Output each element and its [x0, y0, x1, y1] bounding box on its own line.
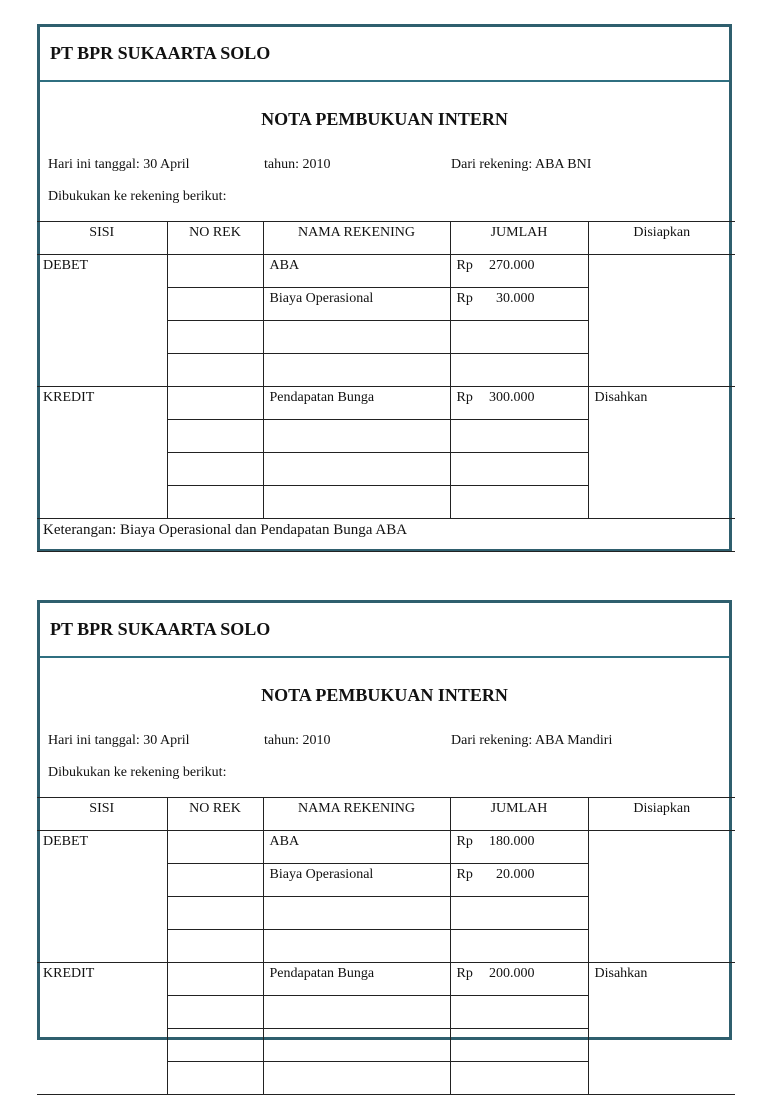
account-name-cell: Pendapatan Bunga [263, 387, 450, 420]
prepared-signature-cell [588, 255, 735, 387]
column-header: NAMA REKENING [263, 222, 450, 255]
account-number-cell [167, 1062, 263, 1095]
document-title: NOTA PEMBUKUAN INTERN [261, 109, 508, 129]
source-account: Dari rekening: ABA BNI [451, 157, 592, 172]
currency-label: Rp [456, 390, 473, 405]
header-row [37, 222, 735, 255]
currency-label: Rp [456, 258, 473, 273]
amount-cell [450, 420, 588, 453]
account-number-cell [167, 864, 263, 897]
account-number-cell [167, 321, 263, 354]
amount-value: 20.000 [496, 867, 535, 882]
amount-cell [450, 1062, 588, 1095]
account-name-cell [263, 897, 450, 930]
note-row [37, 519, 735, 552]
column-header: NAMA REKENING [263, 798, 450, 831]
column-header: JUMLAH [450, 222, 588, 255]
amount-value: 30.000 [496, 291, 535, 306]
date-text: Hari ini tanggal: 30 April [48, 157, 190, 172]
account-number-cell [167, 387, 263, 420]
account-number-cell [167, 420, 263, 453]
account-number-cell [167, 930, 263, 963]
account-name-cell: ABA [263, 831, 450, 864]
note-text: Keterangan: Biaya Operasional dan Pendapatan Bunga ABA [37, 519, 735, 552]
year-text: tahun: 2010 [264, 733, 331, 748]
account-name-cell [263, 1062, 450, 1095]
amount-cell [450, 930, 588, 963]
company-name: PT BPR SUKAARTA SOLO [40, 603, 729, 658]
account-name-cell: ABA [263, 255, 450, 288]
column-header: NO REK [167, 798, 263, 831]
table-row [37, 387, 735, 420]
ledger-table [37, 221, 735, 552]
amount-cell [450, 288, 588, 321]
approved-label: Disahkan [588, 387, 735, 519]
source-account: Dari rekening: ABA Mandiri [451, 733, 613, 748]
table-row [37, 963, 735, 996]
account-name-cell [263, 354, 450, 387]
header-row [37, 798, 735, 831]
table-row [37, 255, 735, 288]
amount-value: 180.000 [489, 834, 535, 849]
account-number-cell [167, 453, 263, 486]
amount-cell [450, 453, 588, 486]
account-number-cell [167, 963, 263, 996]
column-header: Disiapkan [588, 222, 735, 255]
account-number-cell [167, 354, 263, 387]
account-number-cell [167, 255, 263, 288]
account-number-cell [167, 486, 263, 519]
account-name-cell [263, 930, 450, 963]
currency-label: Rp [456, 834, 473, 849]
journal-voucher-form [37, 24, 732, 552]
account-number-cell [167, 1029, 263, 1062]
column-header: JUMLAH [450, 798, 588, 831]
account-name-cell: Pendapatan Bunga [263, 963, 450, 996]
account-name-cell [263, 420, 450, 453]
account-name-cell [263, 453, 450, 486]
amount-cell [450, 831, 588, 864]
amount-cell [450, 255, 588, 288]
column-header: SISI [37, 798, 167, 831]
company-name: PT BPR SUKAARTA SOLO [40, 27, 729, 82]
account-name-cell [263, 321, 450, 354]
amount-cell [450, 486, 588, 519]
prepared-signature-cell [588, 831, 735, 963]
account-number-cell [167, 288, 263, 321]
date-text: Hari ini tanggal: 30 April [48, 733, 190, 748]
account-number-cell [167, 897, 263, 930]
amount-value: 200.000 [489, 966, 535, 981]
side-debet: DEBET [37, 255, 167, 387]
amount-value: 270.000 [489, 258, 535, 273]
account-name-cell [263, 1029, 450, 1062]
amount-cell [450, 1029, 588, 1062]
account-number-cell [167, 831, 263, 864]
ledger-table [37, 797, 735, 1095]
currency-label: Rp [456, 291, 473, 306]
account-name-cell: Biaya Operasional [263, 288, 450, 321]
side-kredit: KREDIT [37, 963, 167, 1095]
amount-cell [450, 387, 588, 420]
posting-subtitle: Dibukukan ke rekening berikut: [48, 765, 227, 780]
column-header: NO REK [167, 222, 263, 255]
account-name-cell: Biaya Operasional [263, 864, 450, 897]
currency-label: Rp [456, 966, 473, 981]
amount-value: 300.000 [489, 390, 535, 405]
amount-cell [450, 897, 588, 930]
amount-cell [450, 963, 588, 996]
side-debet: DEBET [37, 831, 167, 963]
table-row [37, 831, 735, 864]
column-header: Disiapkan [588, 798, 735, 831]
amount-cell [450, 321, 588, 354]
side-kredit: KREDIT [37, 387, 167, 519]
year-text: tahun: 2010 [264, 157, 331, 172]
currency-label: Rp [456, 867, 473, 882]
amount-cell [450, 864, 588, 897]
account-name-cell [263, 486, 450, 519]
approved-label: Disahkan [588, 963, 735, 1095]
journal-voucher-form [37, 600, 732, 1040]
amount-cell [450, 354, 588, 387]
posting-subtitle: Dibukukan ke rekening berikut: [48, 189, 227, 204]
column-header: SISI [37, 222, 167, 255]
document-title: NOTA PEMBUKUAN INTERN [261, 685, 508, 705]
